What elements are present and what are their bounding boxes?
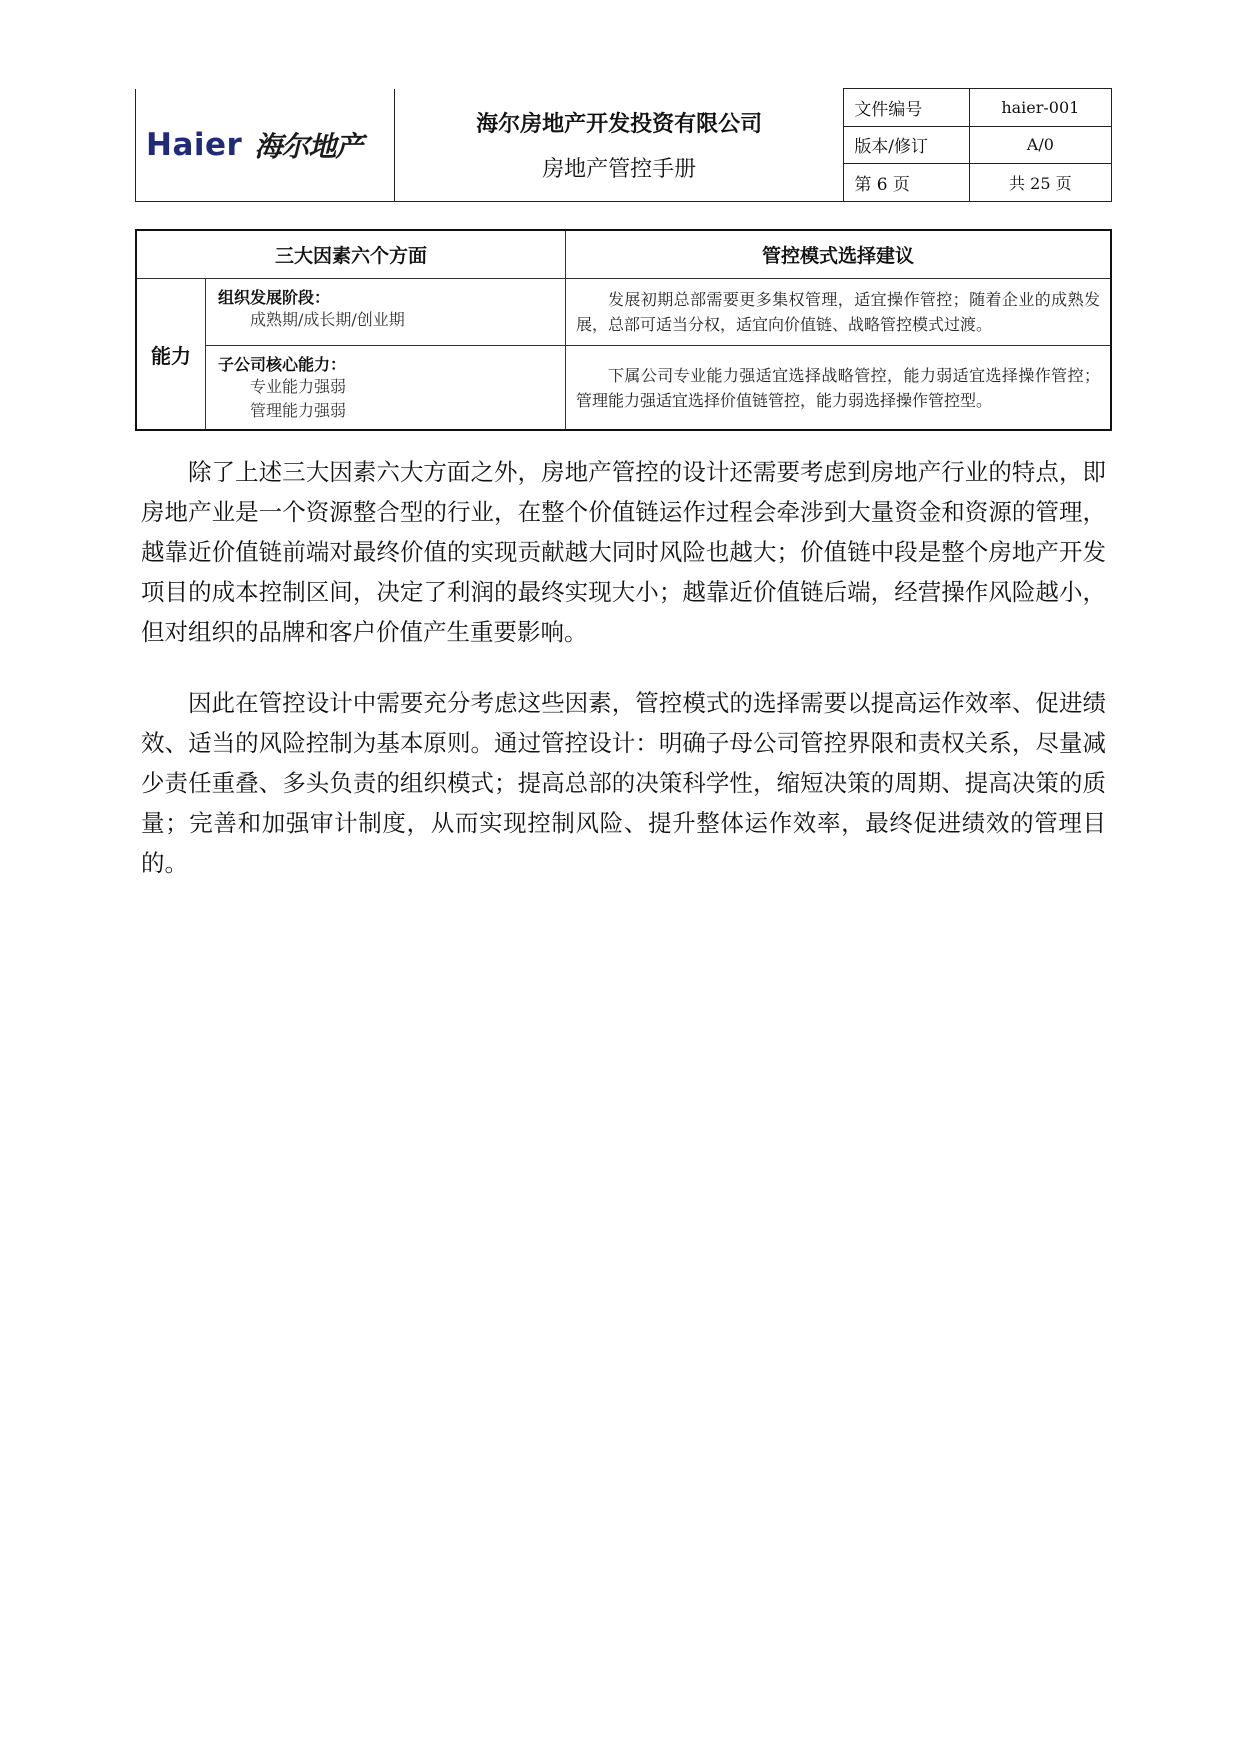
body-paragraph-1: 除了上述三大因素六大方面之外，房地产管控的设计还需要考虑到房地产行业的特点，即房地产业是一个资源整合型的行业，在整个价值链运作过程会牵涉到大量资金和资源的管理，越靠近价值链前端对最终价值的实现贡献越大同时风险也越大；价值链中段是整个房地产开发项目的成本控制区间，决定了利润的最终实现大小；越靠近价值链后端，经营操作风险越小，但对组织的品牌和客户价值产生重要影响。 xyxy=(141,458,1106,646)
factor-sub: 专业能力强弱 xyxy=(250,377,347,396)
factor-sub: 成熟期/成长期/创业期 xyxy=(250,310,405,329)
haier-logo xyxy=(136,89,394,202)
title-cell xyxy=(394,89,843,202)
factor-sub: 管理能力强弱 xyxy=(250,401,347,420)
logo-chinese-text: 海尔地产 xyxy=(254,129,363,163)
version-label: 版本/修订 xyxy=(844,126,969,164)
page-total: 共 25 页 xyxy=(969,164,1111,202)
logo-cell xyxy=(136,89,395,202)
table-row xyxy=(136,279,1111,346)
manual-title: 房地产管控手册 xyxy=(542,156,697,182)
table-header-factors: 三大因素六个方面 xyxy=(136,230,566,279)
advice-cell: 发展初期总部需要更多集权管理，适宜操作管控；随着企业的成熟发展，总部可适当分权，适宜向价值链、战略管控模式过渡。 xyxy=(566,279,1112,346)
table-row xyxy=(136,346,1111,431)
document-header xyxy=(135,88,1112,202)
factor-table xyxy=(135,229,1112,431)
factor-title: 组织发展阶段： xyxy=(218,288,331,307)
factor-title: 子公司核心能力： xyxy=(218,355,347,374)
advice-cell: 下属公司专业能力强适宜选择战略管控，能力弱适宜选择操作管控；管理能力强适宜选择价值链管控，能力弱选择操作管控型。 xyxy=(566,346,1112,431)
category-cell: 能力 xyxy=(136,279,206,431)
factor-cell xyxy=(206,346,566,431)
version-value: A/0 xyxy=(969,126,1111,164)
page-number: 第 6 页 xyxy=(844,164,969,202)
table-header-advice: 管控模式选择建议 xyxy=(566,230,1112,279)
logo-latin-text: Haier xyxy=(146,126,243,163)
factor-cell xyxy=(206,279,566,346)
company-name: 海尔房地产开发投资有限公司 xyxy=(476,110,763,137)
doc-number-value: haier-001 xyxy=(969,89,1111,127)
doc-number-label: 文件编号 xyxy=(844,89,969,127)
body-paragraph-2: 因此在管控设计中需要充分考虑这些因素，管控模式的选择需要以提高运作效率、促进绩效、适当的风险控制为基本原则。通过管控设计：明确子母公司管控界限和责权关系，尽量减少责任重叠、多头负责的组织模式；提高总部的决策科学性，缩短决策的周期、提高决策的质量；完善和加强审计制度，从而实现控制风险、提升整体运作效率，最终促进绩效的管理目的。 xyxy=(141,689,1106,877)
